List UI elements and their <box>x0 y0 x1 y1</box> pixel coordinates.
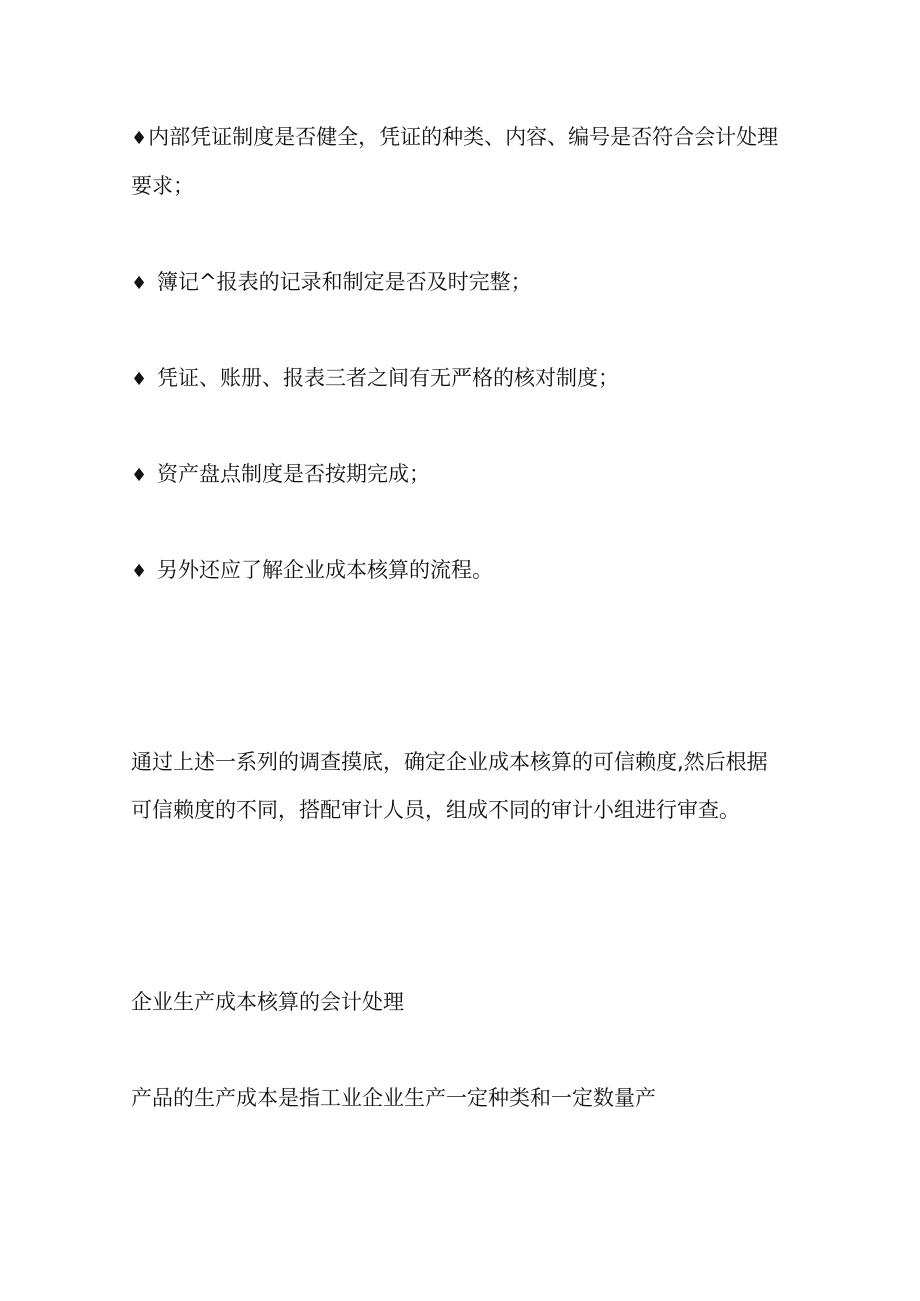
paragraph-2: 产品的生产成本是指工业企业生产一定种类和一定数量产 <box>131 1086 656 1110</box>
diamond-bullet-icon: ♦ <box>131 273 148 294</box>
diamond-bullet-icon: ♦ <box>131 465 148 486</box>
bullet-item-1-text-2: 要求； <box>131 174 194 198</box>
diamond-bullet-icon: ♦ <box>131 128 148 149</box>
paragraph-1-line-2: 可信赖度的不同，搭配审计人员，组成不同的审计小组进行审查。 <box>131 798 740 822</box>
bullet-item-1-line-1 <box>131 122 778 154</box>
bullet-item-4 <box>131 459 430 491</box>
bullet-item-3-text: 凭证、账册、报表三者之间有无严格的核对制度； <box>157 366 619 390</box>
bullet-item-5 <box>131 555 493 587</box>
diamond-bullet-icon: ♦ <box>131 561 148 582</box>
bullet-item-1-text-1: 内部凭证制度是否健全，凭证的种类、内容、编号是否符合会计处理 <box>148 125 779 149</box>
bullet-item-5-text: 另外还应了解企业成本核算的流程。 <box>157 558 493 582</box>
diamond-bullet-icon: ♦ <box>131 369 148 390</box>
bullet-item-1-line-2 <box>131 171 194 201</box>
section-heading: 企业生产成本核算的会计处理 <box>131 990 404 1014</box>
paragraph-1-line-1: 通过上述一系列的调查摸底，确定企业成本核算的可信赖度,然后根据 <box>131 750 768 774</box>
bullet-item-2-text: 簿记^报表的记录和制定是否及时完整； <box>157 270 532 294</box>
bullet-item-3 <box>131 363 619 395</box>
bullet-item-4-text: 资产盘点制度是否按期完成； <box>157 462 430 486</box>
bullet-item-2 <box>131 267 532 299</box>
